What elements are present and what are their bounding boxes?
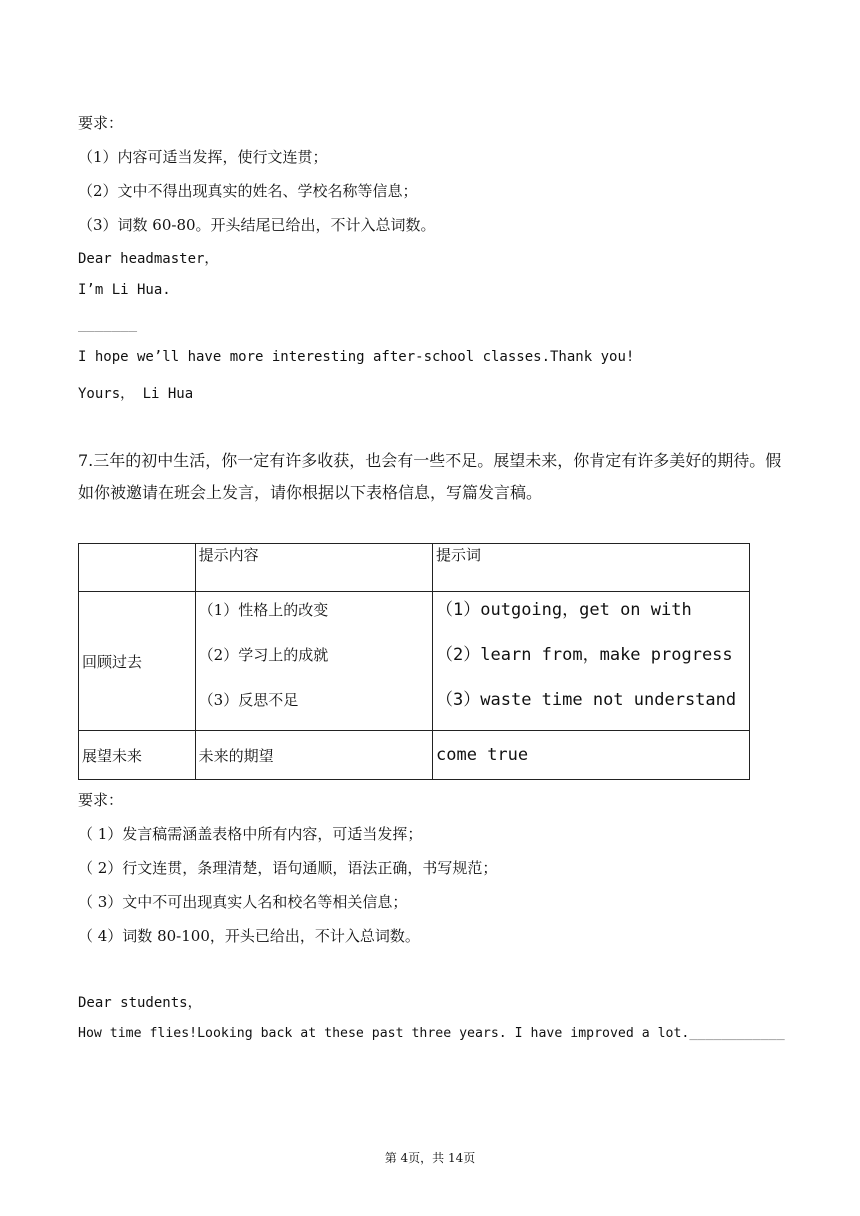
answer-blank: ____________	[689, 1026, 785, 1041]
page-number: 第 4页，共 14页	[384, 1151, 476, 1165]
prompt-item: （1）性格上的改变	[198, 601, 329, 619]
letter-opening: I’m Li Hua.	[78, 282, 171, 298]
question-7-text: 7.三年的初中生活，你一定有许多收获，也会有一些不足。展望未来，你肯定有许多美好的期待。假如你被邀请在班会上发言，请你根据以下表格信息，写篇发言稿。	[78, 451, 782, 502]
requirement-item: （ 1）发言稿需涵盖表格中所有内容，可适当发挥；	[78, 825, 423, 843]
table-header-row	[79, 544, 750, 592]
requirement-item: （ 3）文中不可出现真实人名和校名等相关信息；	[78, 893, 408, 911]
prompt-word: （2）learn from，make progress	[436, 645, 733, 665]
table-row	[79, 731, 750, 780]
row-label: 回顾过去	[79, 592, 196, 731]
requirements-title: 要求：	[78, 114, 124, 132]
prompt-contents	[195, 592, 432, 731]
requirement-item: （2）文中不得出现真实的姓名、学校名称等信息；	[78, 182, 418, 200]
prompt-item: （3）反思不足	[198, 691, 299, 709]
letter-closing: I hope we’ll have more interesting after-school classes.Thank you!	[78, 349, 635, 365]
header-cell	[79, 544, 196, 592]
speech-opening: How time flies!Looking back at these past three years. I have improved a lot.	[78, 1026, 690, 1041]
requirement-item: （3）词数 60-80。开头结尾已给出，不计入总词数。	[78, 216, 436, 234]
answer-blank: _______	[78, 316, 138, 332]
requirement-item: （1）内容可适当发挥，使行文连贯；	[78, 148, 328, 166]
letter-signature: Yours， Li Hua	[78, 386, 194, 402]
table-row	[79, 592, 750, 731]
requirement-item: （ 2）行文连贯，条理清楚，语句通顺，语法正确，书写规范；	[78, 859, 498, 877]
header-cell: 提示词	[433, 544, 750, 592]
hint-table	[78, 543, 750, 780]
prompt-word: （3）waste time not understand	[436, 690, 737, 710]
letter-greeting: Dear headmaster，	[78, 251, 219, 267]
header-cell: 提示内容	[195, 544, 432, 592]
prompt-words	[433, 592, 750, 731]
requirement-item: （ 4）词数 80-100，开头已给出，不计入总词数。	[78, 927, 420, 945]
prompt-item: （2）学习上的成就	[198, 646, 329, 664]
speech-greeting: Dear students，	[78, 995, 202, 1011]
row-label: 展望未来	[79, 731, 196, 780]
prompt-item: 未来的期望	[195, 731, 432, 780]
prompt-word: （1）outgoing，get on with	[436, 600, 692, 620]
requirements-title: 要求：	[78, 791, 124, 809]
speech-body	[78, 1026, 785, 1041]
prompt-word: come true	[433, 731, 750, 780]
